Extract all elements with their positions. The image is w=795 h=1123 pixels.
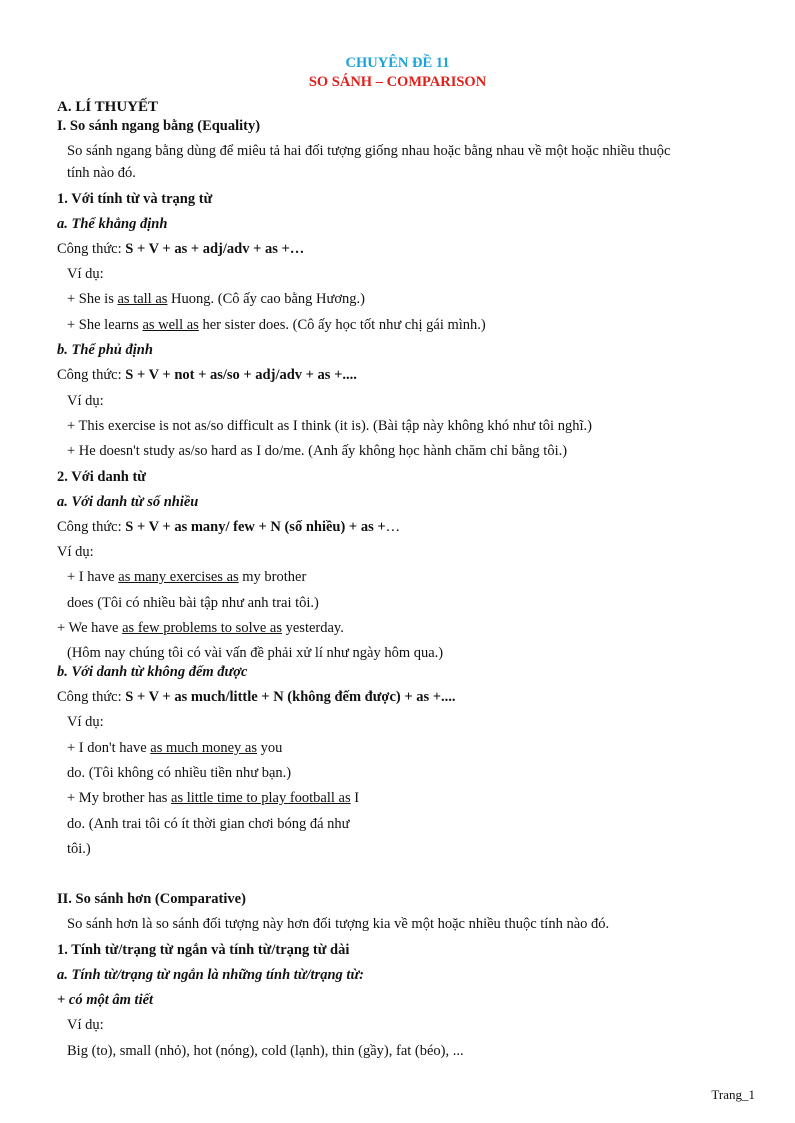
subsection-nouns: 2. Với danh từ <box>57 469 146 485</box>
example-underlined: as much money as <box>150 740 257 756</box>
example-line: does (Tôi có nhiều bài tập như anh trai tôi.) <box>67 595 319 611</box>
example-text: yesterday. <box>282 620 344 636</box>
comparative-desc: So sánh hơn là so sánh đối tượng này hơn đối tượng kia về một hoặc nhiều thuộc tính nào đó. <box>67 916 610 932</box>
example-label: Ví dụ: <box>67 714 104 730</box>
document-title: SO SÁNH – COMPARISON <box>308 74 487 90</box>
subsection-adj-adv: 1. Với tính từ và trạng từ <box>57 191 213 207</box>
example-line <box>67 789 359 807</box>
example-line: Big (to), small (nhỏ), hot (nóng), cold (lạnh), thin (gầy), fat (béo), ... <box>67 1043 464 1059</box>
formula-label: Công thức: <box>57 367 126 383</box>
example-line <box>57 619 344 637</box>
plural-formula <box>57 518 400 536</box>
example-text: + She is <box>67 291 118 307</box>
equality-desc-line1: So sánh ngang bằng dùng để miêu tả hai đối tượng giống nhau hoặc bằng nhau về một hoặc nhiều thuộc <box>67 143 671 159</box>
uncountable-formula <box>57 688 456 706</box>
example-line: + This exercise is not as/so difficult as I think (it is). (Bài tập này không khó như tôi nghĩ.) <box>67 418 592 434</box>
uncountable-heading: b. Với danh từ không đếm được <box>57 664 248 680</box>
example-underlined: as well as <box>142 317 199 333</box>
affirmative-heading: a. Thể khẳng định <box>57 216 168 232</box>
example-text: + I don't have <box>67 740 151 756</box>
example-text: you <box>257 740 283 756</box>
formula-text: S + V + as + adj/adv + as +… <box>125 241 305 257</box>
example-line: (Hôm nay chúng tôi có vài vấn đề phải xử lí như ngày hôm qua.) <box>67 645 444 661</box>
formula-text: S + V + not + as/so + adj/adv + as +.... <box>125 367 357 383</box>
short-adj-heading: a. Tính từ/trạng từ ngắn là những tính từ/trạng từ: <box>57 967 364 983</box>
example-line <box>67 316 486 334</box>
example-line: + He doesn't study as/so hard as I do/me. (Anh ấy không học hành chăm chỉ bằng tôi.) <box>67 443 568 459</box>
negative-formula <box>57 366 357 384</box>
section-heading-comparative: II. So sánh hơn (Comparative) <box>57 891 246 907</box>
example-underlined: as many exercises as <box>118 569 239 585</box>
page-number: Trang_1 <box>711 1087 755 1102</box>
example-line <box>67 739 282 757</box>
example-text: I <box>350 790 360 806</box>
example-text: my brother <box>238 569 307 585</box>
formula-text: S + V + as many/ few + N (số nhiều) + as + <box>125 519 386 535</box>
example-line <box>67 568 306 586</box>
formula-tail: … <box>385 519 401 535</box>
one-syllable-heading: + có một âm tiết <box>57 992 154 1008</box>
section-heading-theory: A. LÍ THUYẾT <box>57 99 159 115</box>
subsection-short-long: 1. Tính từ/trạng từ ngắn và tính từ/trạng từ dài <box>57 942 350 958</box>
example-text: + My brother has <box>67 790 172 806</box>
example-label: Ví dụ: <box>57 544 94 560</box>
example-underlined: as little time to play football as <box>171 790 351 806</box>
topic-title: CHUYÊN ĐỀ 11 <box>345 55 450 71</box>
section-heading-equality: I. So sánh ngang bằng (Equality) <box>57 118 261 134</box>
example-text: + We have <box>57 620 123 636</box>
formula-label: Công thức: <box>57 241 126 257</box>
example-underlined: as few problems to solve as <box>122 620 282 636</box>
plural-heading: a. Với danh từ số nhiều <box>57 494 199 510</box>
example-text: Huong. (Cô ấy cao bằng Hương.) <box>167 291 365 307</box>
formula-label: Công thức: <box>57 689 126 705</box>
example-line: tôi.) <box>67 841 91 857</box>
example-text: her sister does. (Cô ấy học tốt như chị gái mình.) <box>198 317 486 333</box>
example-text: + I have <box>67 569 119 585</box>
example-underlined: as tall as <box>117 291 168 307</box>
negative-heading: b. Thể phủ định <box>57 342 153 358</box>
formula-text: S + V + as much/little + N (không đếm được) + as +.... <box>125 689 456 705</box>
formula-label: Công thức: <box>57 519 126 535</box>
example-text: + She learns <box>67 317 143 333</box>
example-line <box>67 290 365 308</box>
equality-desc-line2: tính nào đó. <box>67 165 136 181</box>
example-label: Ví dụ: <box>67 393 104 409</box>
example-label: Ví dụ: <box>67 1017 104 1033</box>
example-label: Ví dụ: <box>67 266 104 282</box>
example-line: do. (Anh trai tôi có ít thời gian chơi bóng đá như <box>67 816 350 832</box>
affirmative-formula <box>57 240 304 258</box>
example-line: do. (Tôi không có nhiều tiền như bạn.) <box>67 765 292 781</box>
